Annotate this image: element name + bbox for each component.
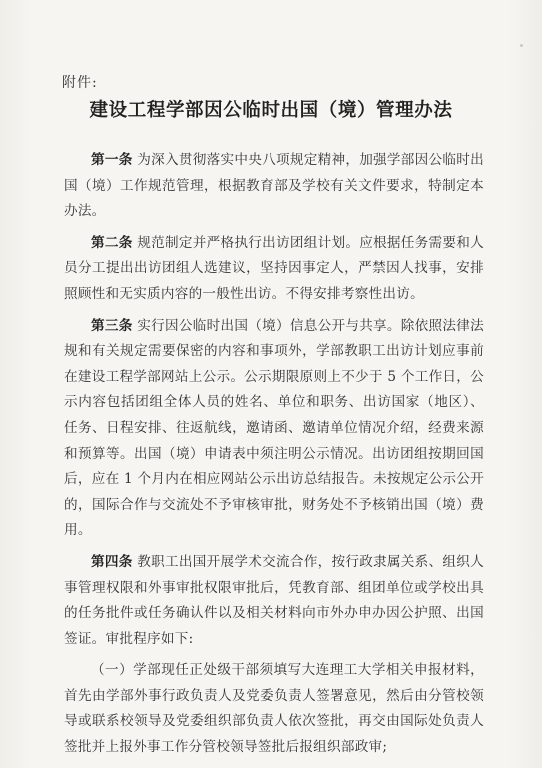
article-label: 第一条 [91,152,133,168]
paper-speck [520,44,523,47]
article-label: 第四条 [91,553,133,570]
article-label: 第二条 [91,234,133,251]
article-2 [64,231,484,308]
article-4 [64,550,484,652]
article-text: 实行因公临时出国（境）信息公开与共享。除依照法律法规和有关规定需要保密的内容和事项外，学部教职工出访计划应事前在建设工程学部网站上公示。公示期限原则上不少于 5 个工作日，公示内容包括团组全体人员的姓名、单位和职务、出访国家（地区）、任务、日程安排、往返航线，邀请函、邀请单位情况介绍，经费来源和预算等。出国（境）申请表中须注明公示情况。出访团组按期回国后，应在 1 个月内在相应网站公示出访总结报告。未按规定公示公开的，国际合作与交流处不予审核审批，财务处不予核销出国（境）费用。 [64,317,485,539]
article-3 [64,314,484,544]
article-label: 第三条 [91,317,133,334]
article-text: 为深入贯彻落实中央八项规定精神，加强学部因公临时出国（境）工作规范管理，根据教育部及学校有关文件要求，特制定本办法。 [64,152,485,220]
article-text: 规范制定并严格执行出访团组计划。应根据任务需要和人员分工提出出访团组人选建议，坚持因事定人，严禁因人找事，安排照顾性和无实质内容的一般性出访。不得安排考察性出访。 [64,234,485,302]
article-1 [64,148,484,225]
article-text: 教职工出国开展学术交流合作，按行政隶属关系、组织人事管理权限和外事审批权限审批后，凭教育部、组团单位或学校出具的任务批件或任务确认件以及相关材料向市外办申办因公护照、出国签证。审批程序如下: [64,553,485,647]
procedure-item-1: （一）学部现任正处级干部须填写大连理工大学相关申报材料，首先由学部外事行政负责人及党委负责人签署意见，然后由分管校领导或联系校领导及党委组织部负责人依次签批，再交由国际处负责人签批并上报外事工作分管校领导签批后报组织部政审; [64,662,484,756]
attachment-label: 附件: [62,75,98,91]
document-body [64,148,484,767]
document-title: 建设工程学部因公临时出国（境）管理办法 [89,100,453,121]
